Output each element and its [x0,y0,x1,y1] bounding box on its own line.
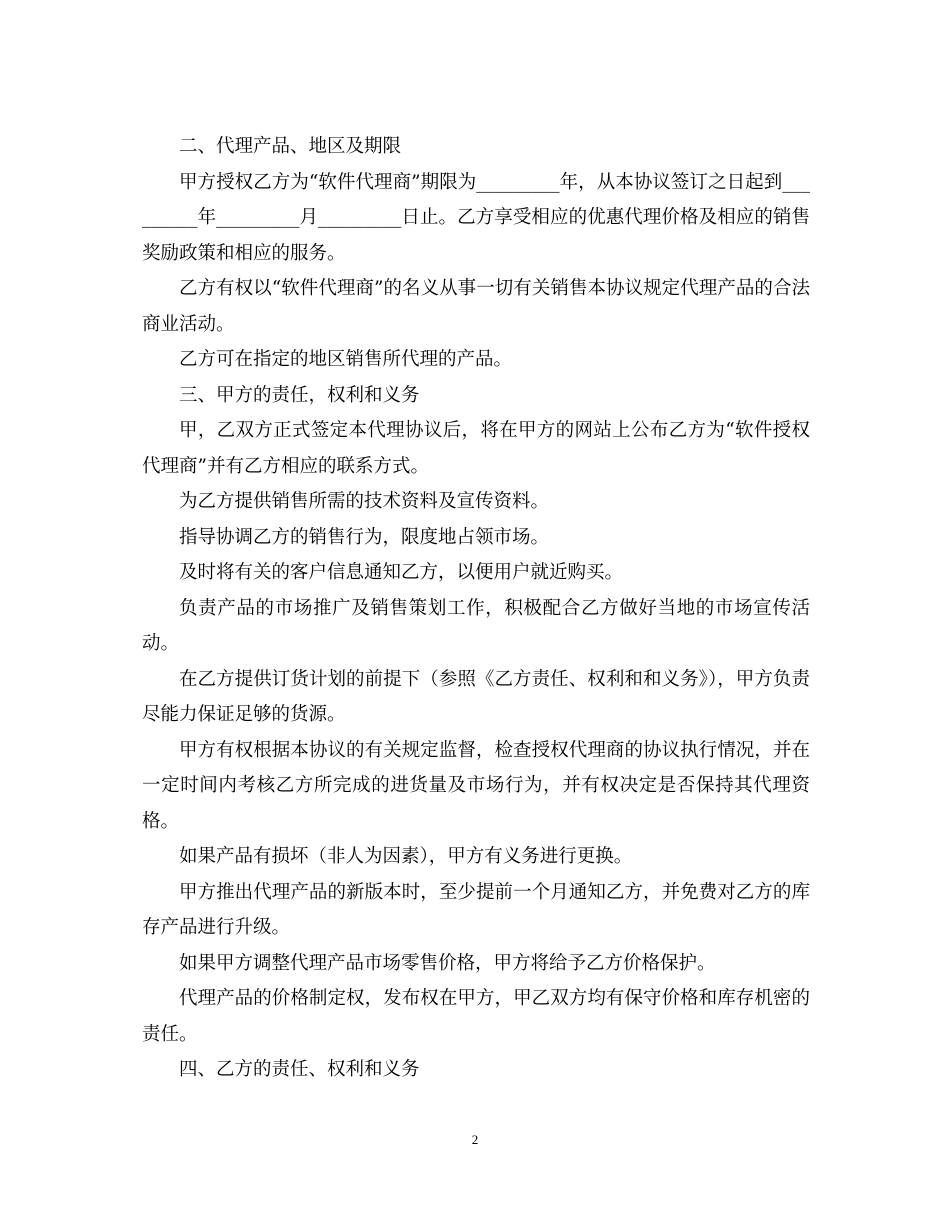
paragraph-customer-info: 及时将有关的客户信息通知乙方，以便用户就近购买。 [179,562,624,583]
paragraph-supervision: 甲方有权根据本协议的有关规定监督，检查授权代理商的协议执行情况，并在一定时间内考核乙方所完成的进货量及市场行为，并有权决定是否保持其代理资格。 [142,739,810,832]
paragraph-supply-guarantee: 在乙方提供订货计划的前提下（参照《乙方责任、权利和和义务》），甲方负责尽能力保证足够的货源。 [142,668,810,725]
paragraph-authorization-term: 甲方授权乙方为“软件代理商”期限为_________年，从本协议签订之日起到_________年_________月_________日止。乙方享受相应的优惠代理价格及相应的销售奖励政策和相应的服务。 [142,171,810,264]
paragraph-sales-guidance: 指导协调乙方的销售行为，限度地占领市场。 [179,526,550,548]
paragraph-pricing-confidentiality: 代理产品的价格制定权，发布权在甲方，甲乙双方均有保守价格和库存机密的责任。 [142,988,810,1045]
paragraph-technical-materials: 为乙方提供销售所需的技术资料及宣传资料。 [179,491,550,512]
section-heading-party-b: 四、乙方的责任、权利和义务 [179,1059,420,1080]
paragraph-price-protection: 如果甲方调整代理产品市场零售价格，甲方将给予乙方价格保护。 [179,952,716,974]
paragraph-sales-region: 乙方可在指定的地区销售所代理的产品。 [179,349,513,370]
paragraph-product-replacement: 如果产品有损坏（非人为因素），甲方有义务进行更换。 [179,846,633,867]
paragraph-version-upgrade: 甲方推出代理产品的新版本时，至少提前一个月通知乙方，并免费对乙方的库存产品进行升级。 [142,881,810,938]
section-heading-party-a: 三、甲方的责任，权利和义务 [179,384,420,406]
paragraph-market-promotion: 负责产品的市场推广及销售策划工作，积极配合乙方做好当地的市场宣传活动。 [142,597,810,654]
paragraph-website-publication: 甲，乙双方正式签定本代理协议后，将在甲方的网站上公布乙方为“软件授权代理商”并有乙方相应的联系方式。 [142,420,810,477]
paragraph-business-rights: 乙方有权以“软件代理商”的名义从事一切有关销售本协议规定代理产品的合法商业活动。 [142,278,810,335]
section-heading-agency-products: 二、代理产品、地区及期限 [179,136,402,157]
page-number: 2 [471,1132,479,1147]
document-body [142,129,810,1088]
